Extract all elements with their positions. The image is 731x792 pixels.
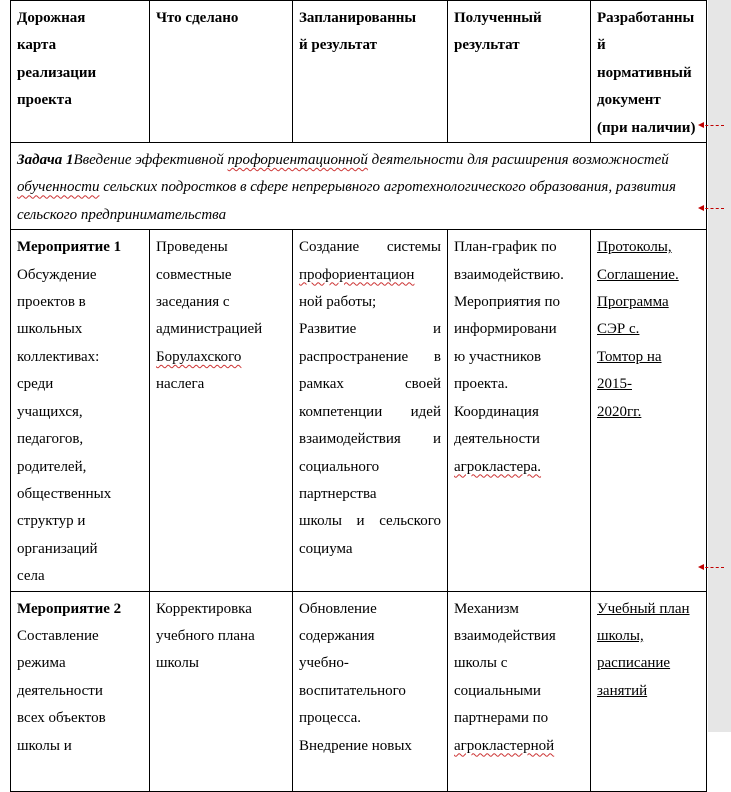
event-2-planned: Обновление содержания учебно- воспитательного процесса. Внедрение новых — [293, 591, 448, 791]
event-2-document: Учебный план школы, расписание занятий — [591, 591, 707, 791]
header-obtained: Полученный результат — [448, 1, 591, 143]
revision-marker-3[interactable] — [700, 567, 724, 568]
event-2-roadmap: Мероприятие 2 Составление режима деятельности всех объектов школы и — [11, 591, 150, 791]
event-2-row — [11, 591, 707, 791]
revision-marker-1[interactable] — [700, 125, 724, 126]
task-row — [11, 143, 707, 230]
header-row — [11, 1, 707, 143]
header-roadmap: Дорожная карта реализации проекта — [11, 1, 150, 143]
task-label: Задача 1 — [17, 152, 74, 169]
event-1-obtained: План-график по взаимодействию. Мероприятия по информировани ю участников проекта. Координация деятельности агрокластера. — [448, 230, 591, 591]
header-planned: Запланированны й результат — [293, 1, 448, 143]
header-done: Что сделано — [150, 1, 293, 143]
revision-marker-2[interactable] — [700, 208, 724, 209]
roadmap-table — [10, 0, 707, 792]
event-1-roadmap: Мероприятие 1 Обсуждение проектов в школьных коллективах: среди учащихся, педагогов, родителей, общественных структур и организаций села — [11, 230, 150, 591]
event-1-row — [11, 230, 707, 591]
event-1-planned: Создание системы профориентацион ной работы; Развитие и распространение в рамках своей компетенции идей взаимодействия и социального партнерства школы и сельского социума — [293, 230, 448, 591]
header-document: Разработанный нормативный документ (при наличии) — [591, 1, 707, 143]
event-2-obtained: Механизм взаимодействия школы с социальными партнерами по агрокластерной — [448, 591, 591, 791]
page-margin — [708, 0, 731, 732]
task-1-cell: Задача 1Введение эффективной профориентационной деятельности для расширения возможностей обученности сельских подростков в сфере непрерывного агротехнологического образования, развития сельского предпринимательства — [11, 143, 707, 230]
event-1-document: Протоколы, Соглашение. Программа СЭР с. Томтор на 2015- 2020гг. — [591, 230, 707, 591]
event-1-done: Проведены совместные заседания с администрацией Борулахского наслега — [150, 230, 293, 591]
event-2-done: Корректировка учебного плана школы — [150, 591, 293, 791]
